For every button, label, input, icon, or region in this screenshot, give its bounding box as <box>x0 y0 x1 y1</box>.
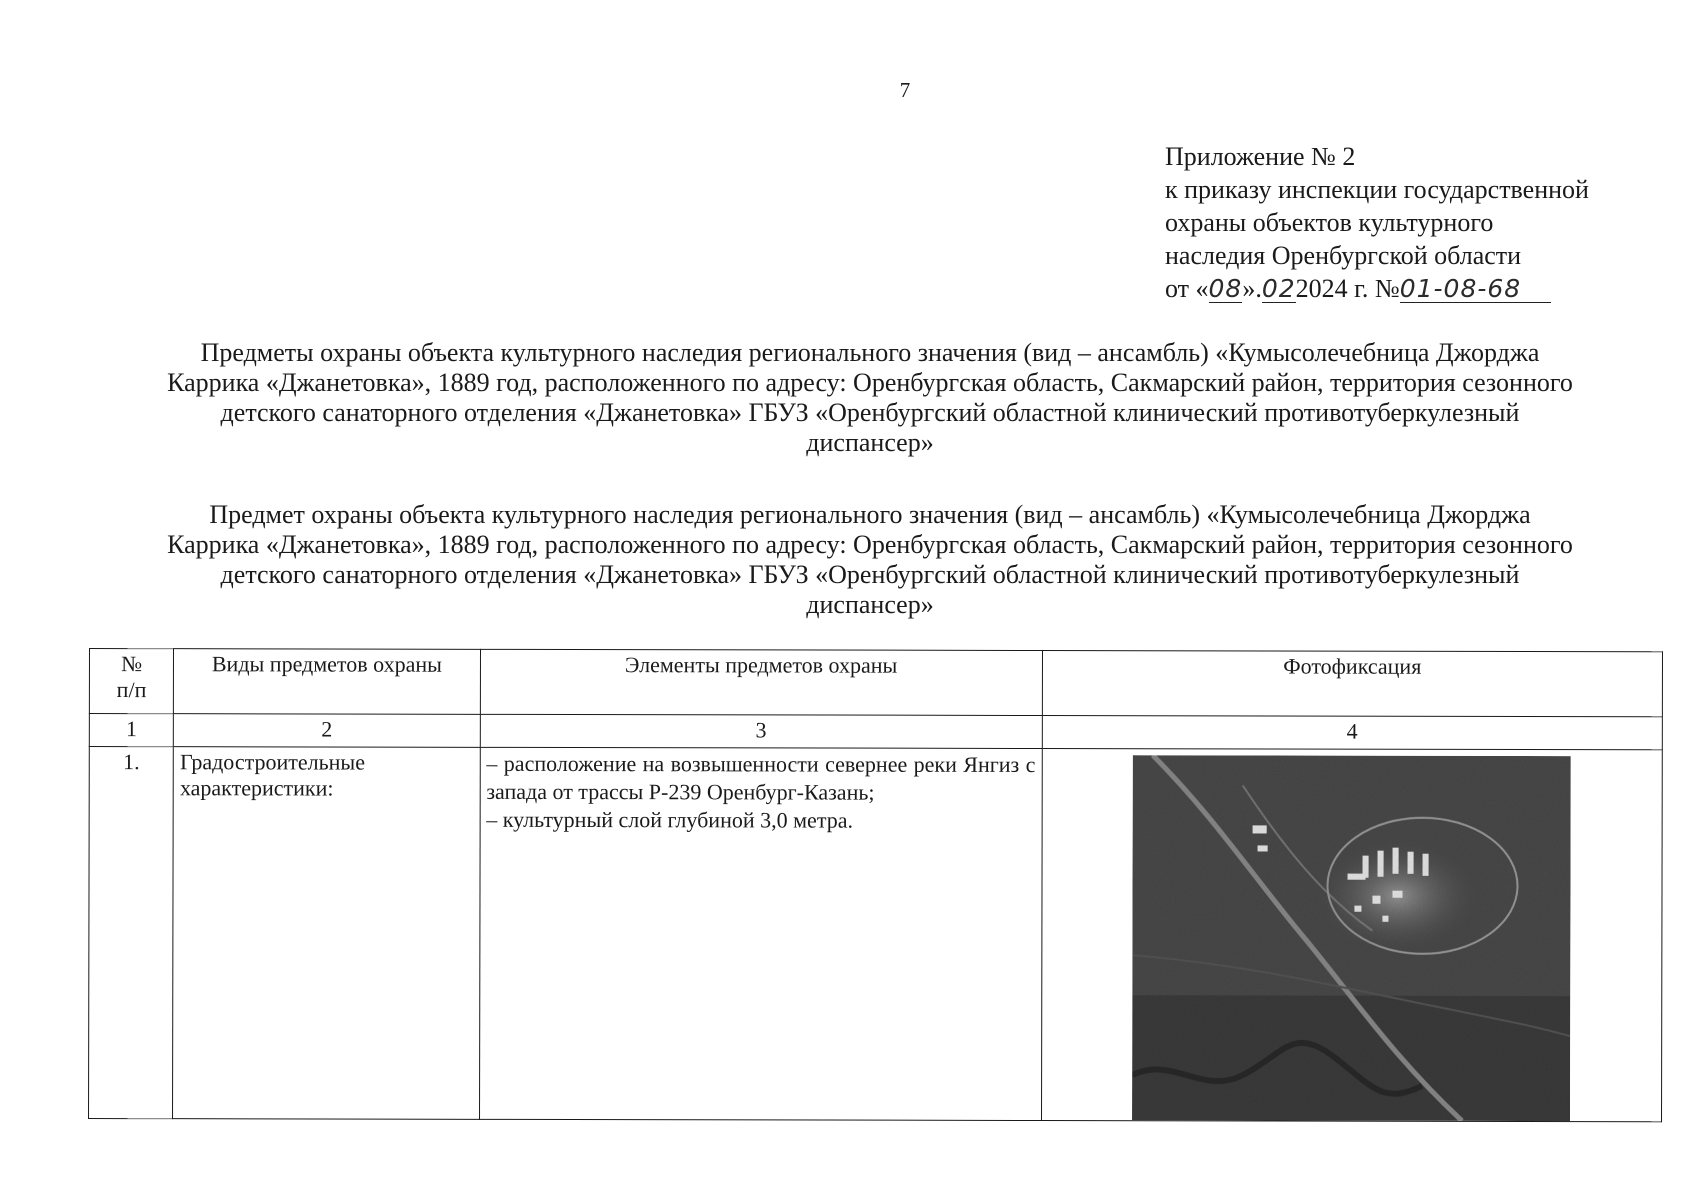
column-number: 3 <box>480 714 1042 748</box>
appendix-date-line <box>1165 272 1589 305</box>
date-mid: ». <box>1242 274 1262 303</box>
element-item: – расположение на возвышенности севернее реки Янгиз с запада от трассы Р-239 Оренбург-Казань; <box>486 750 1036 805</box>
header-number: № п/п <box>89 649 173 714</box>
appendix-line: охраны объектов культурного <box>1165 208 1494 237</box>
appendix-block <box>1165 140 1589 305</box>
table-title <box>80 500 1660 620</box>
header-types: Виды предметов охраны <box>174 649 481 715</box>
column-number-row <box>89 714 1662 750</box>
title-line: Каррика «Джанетовка», 1889 год, расположенного по адресу: Оренбургская область, Сакмарский район, территория сезонного <box>167 530 1573 559</box>
table-header-row <box>89 649 1662 717</box>
document-title <box>80 338 1660 458</box>
title-line: диспансер» <box>806 590 934 619</box>
satellite-photo <box>1132 755 1571 1121</box>
handwritten-order-number: 01-08-68 <box>1400 276 1551 303</box>
row-elements <box>479 747 1042 1120</box>
title-line: Каррика «Джанетовка», 1889 год, расположенного по адресу: Оренбургская область, Сакмарский район, территория сезонного <box>167 368 1573 397</box>
column-number: 4 <box>1042 715 1662 749</box>
handwritten-day: 08 <box>1208 274 1243 303</box>
title-line: детского санаторного отделения «Джанетовка» ГБУЗ «Оренбургский областной клинический противотуберкулезный <box>220 398 1520 427</box>
appendix-line: Приложение № 2 <box>1165 142 1356 171</box>
title-line: Предмет охраны объекта культурного наследия регионального значения (вид – ансамбль) «Кумысолечебница Джорджа <box>209 500 1531 529</box>
appendix-line: к приказу инспекции государственной <box>1165 175 1589 204</box>
row-type: Градостроительные характеристики: <box>173 747 480 1120</box>
title-line: диспансер» <box>806 428 934 457</box>
row-photo <box>1041 748 1662 1121</box>
title-line: Предметы охраны объекта культурного наследия регионального значения (вид – ансамбль) «Кумысолечебница Джорджа <box>200 338 1540 367</box>
page-number: 7 <box>899 78 911 102</box>
date-prefix: от « <box>1165 274 1209 303</box>
table-row <box>89 747 1663 1122</box>
column-number: 1 <box>89 714 173 747</box>
element-item: – культурный слой глубиной 3,0 метра. <box>486 806 854 833</box>
column-number: 2 <box>174 714 480 748</box>
row-number: 1. <box>89 747 174 1119</box>
protection-items-table <box>88 648 1663 1122</box>
header-elements: Элементы предметов охраны <box>480 649 1042 715</box>
handwritten-month: 02 <box>1261 274 1296 303</box>
appendix-line: наследия Оренбургской области <box>1165 241 1522 270</box>
date-year: 2024 г. № <box>1295 274 1400 303</box>
header-photo: Фотофиксация <box>1042 650 1662 716</box>
title-line: детского санаторного отделения «Джанетовка» ГБУЗ «Оренбургский областной клинический противотуберкулезный <box>220 560 1520 589</box>
